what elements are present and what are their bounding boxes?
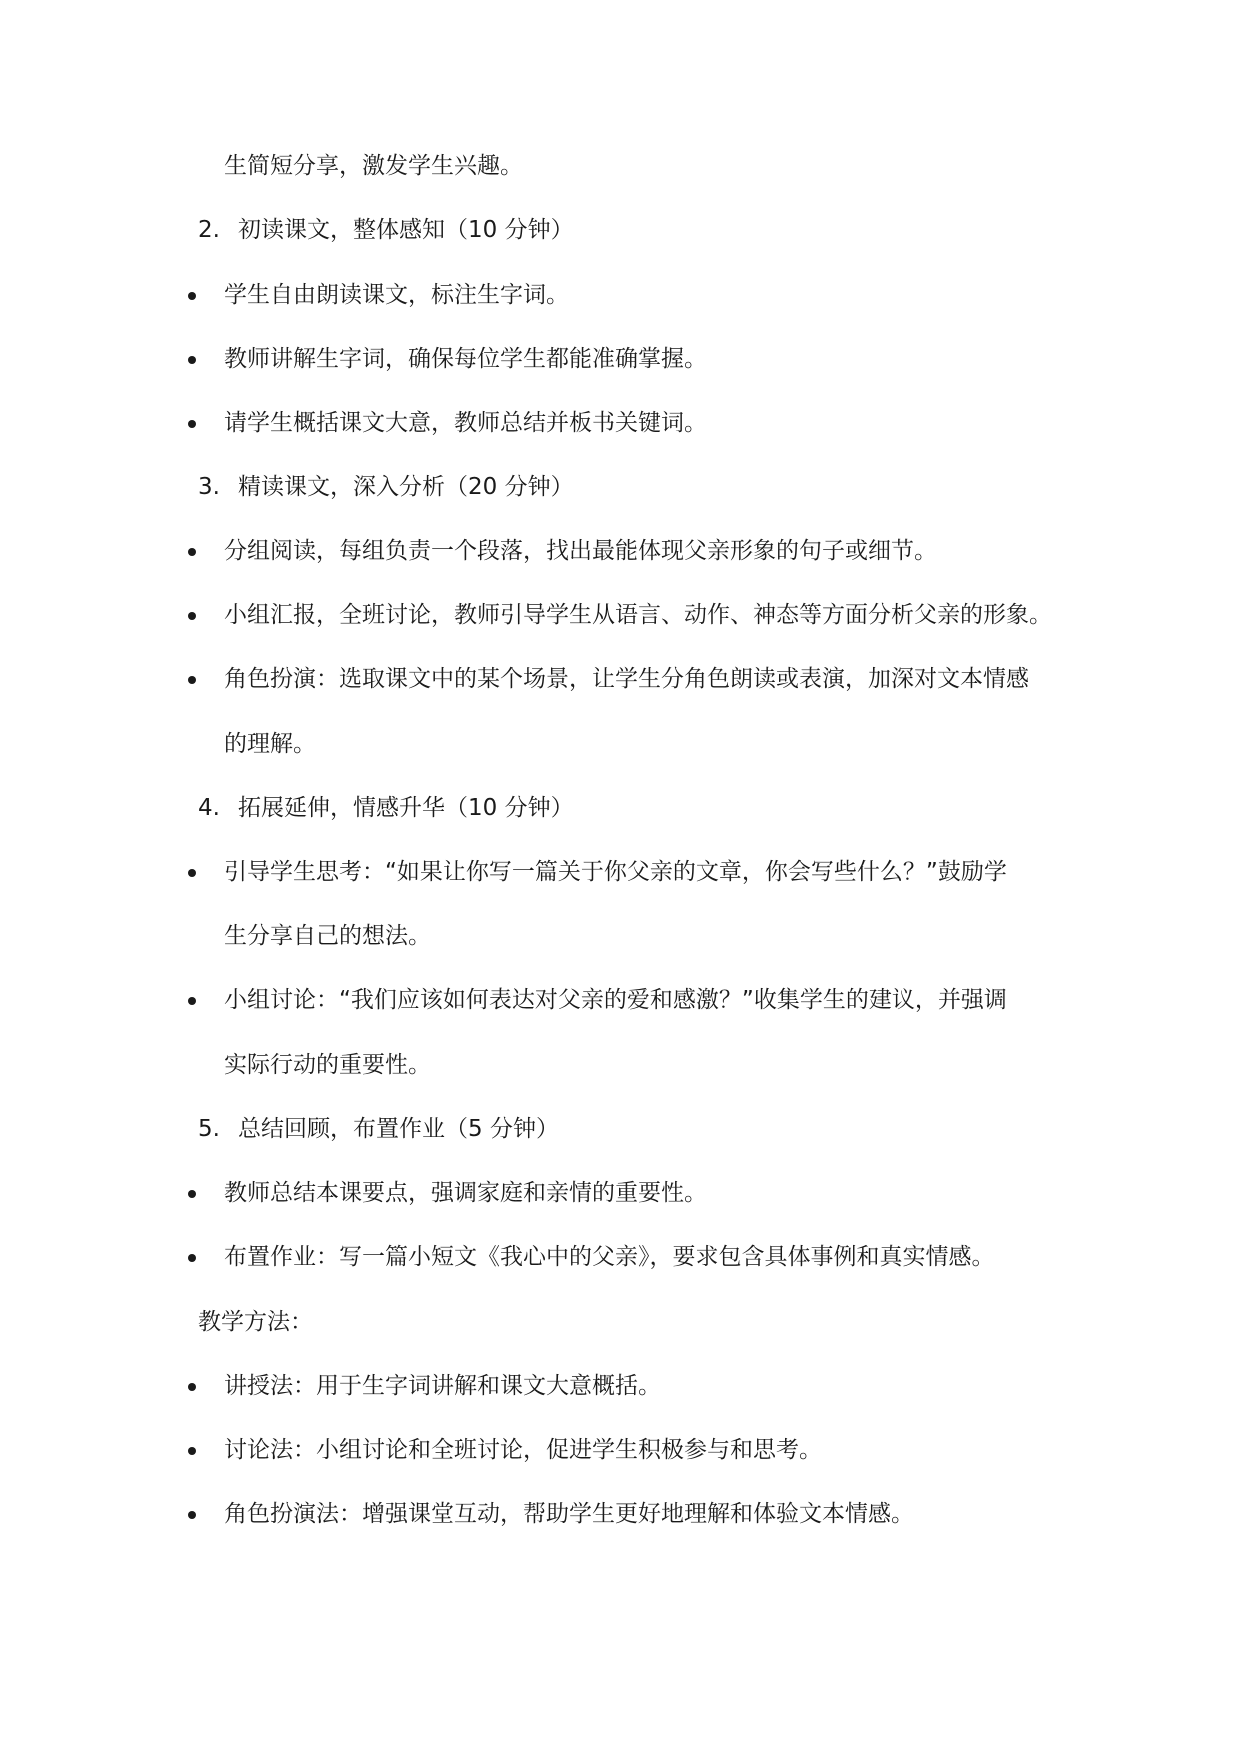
bullet-icon xyxy=(188,612,196,620)
bullet-icon xyxy=(188,548,196,556)
list-item: 布置作业：写一篇小短文《我心中的父亲》，要求包含具体事例和真实情感。 xyxy=(224,1244,995,1270)
list-item: 教师总结本课要点，强调家庭和亲情的重要性。 xyxy=(224,1180,707,1206)
list-item: 教师讲解生字词，确保每位学生都能准确掌握。 xyxy=(224,346,707,372)
bullet-icon xyxy=(188,676,196,684)
bullet-icon xyxy=(188,1383,196,1391)
list-item: 讨论法：小组讨论和全班讨论，促进学生积极参与和思考。 xyxy=(224,1437,822,1463)
section-number: 2. xyxy=(198,217,220,243)
bullet-icon xyxy=(188,1511,196,1519)
list-item: 请学生概括课文大意，教师总结并板书关键词。 xyxy=(224,410,707,436)
list-item: 分组阅读，每组负责一个段落，找出最能体现父亲形象的句子或细节。 xyxy=(224,538,937,564)
list-item-continuation: 的理解。 xyxy=(224,731,316,757)
bullet-icon xyxy=(188,1190,196,1198)
bullet-icon xyxy=(188,292,196,300)
bullet-icon xyxy=(188,869,196,877)
list-item: 角色扮演：选取课文中的某个场景，让学生分角色朗读或表演，加深对文本情感 xyxy=(224,666,1029,692)
list-item-continuation: 生分享自己的想法。 xyxy=(224,923,431,949)
bullet-icon xyxy=(188,356,196,364)
section-heading: 总结回顾，布置作业（5 分钟） xyxy=(238,1116,559,1142)
section-number: 5. xyxy=(198,1116,220,1142)
bullet-icon xyxy=(188,1254,196,1262)
list-item: 角色扮演法：增强课堂互动，帮助学生更好地理解和体验文本情感。 xyxy=(224,1501,914,1527)
section-number: 4. xyxy=(198,795,220,821)
bullet-icon xyxy=(188,1447,196,1455)
list-item: 小组汇报，全班讨论，教师引导学生从语言、动作、神态等方面分析父亲的形象。 xyxy=(224,602,1052,628)
list-item: 引导学生思考：“如果让你写一篇关于你父亲的文章，你会写些什么？”鼓励学 xyxy=(224,859,1007,885)
section-number: 3. xyxy=(198,474,220,500)
methods-heading: 教学方法： xyxy=(198,1309,313,1335)
list-item: 讲授法：用于生字词讲解和课文大意概括。 xyxy=(224,1373,661,1399)
bullet-icon xyxy=(188,420,196,428)
list-item-continuation: 实际行动的重要性。 xyxy=(224,1052,431,1078)
paragraph-continuation: 生简短分享，激发学生兴趣。 xyxy=(224,153,523,179)
section-heading: 初读课文，整体感知（10 分钟） xyxy=(238,217,574,243)
list-item: 学生自由朗读课文，标注生字词。 xyxy=(224,282,569,308)
section-heading: 精读课文，深入分析（20 分钟） xyxy=(238,474,574,500)
list-item: 小组讨论：“我们应该如何表达对父亲的爱和感激？”收集学生的建议，并强调 xyxy=(224,987,1007,1013)
section-heading: 拓展延伸，情感升华（10 分钟） xyxy=(238,795,574,821)
bullet-icon xyxy=(188,997,196,1005)
